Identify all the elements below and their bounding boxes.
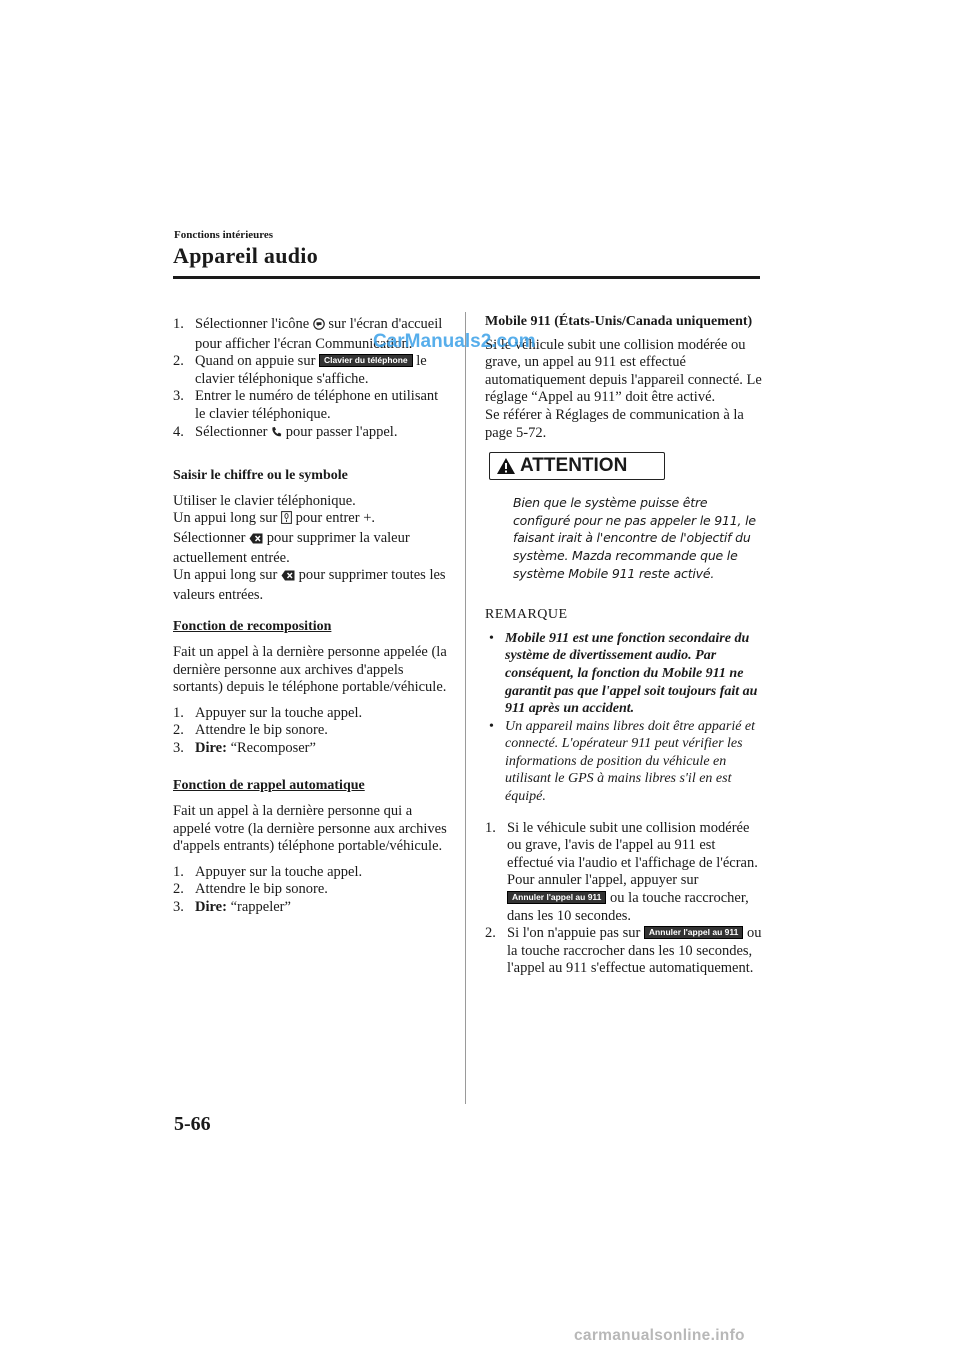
attention-box [489,452,665,480]
callback-text: Fait un appel à la dernière personne qui a appelé votre (la dernière personne aux archives d'appels entrants) téléphone portable/véhicule. [173,803,447,855]
phone-icon [271,426,282,444]
list-item: 2. Si l'on n'appuie pas sur Annuler l'appel au 911 ou la touche raccrocher dans les 10 secondes, l'appel au 911 s'effectue automatiquement. [485,925,762,977]
note-title: REMARQUE [485,607,568,623]
list-item: 4. Sélectionner pour passer l'appel. [173,424,451,444]
symbol-line: Sélectionner pour supprimer la valeur actuellement entrée. [173,529,410,566]
section-label: Fonctions intérieures [174,229,274,241]
symbol-line: Un appui long sur pour supprimer toutes les valeurs entrées. [173,567,446,603]
zero-key-icon [281,511,292,530]
watermark: CarManuals2.com [373,331,536,352]
list-item: 2. Attendre le bip sonore. [173,722,328,739]
list-item: 1. Appuyer sur la touche appel. [173,863,363,880]
phone-keypad-button[interactable]: Clavier du téléphone [319,354,413,367]
callback-steps [173,864,451,917]
list-item: 2. Attendre le bip sonore. [173,881,328,898]
page-title: Appareil audio [173,243,318,268]
left-column [173,316,451,917]
right-column [485,313,763,978]
list-item: 3. Dire: “Recomposer” [173,739,316,756]
page-number: 5-66 [174,1113,211,1135]
list-item: 3. Dire: “rappeler” [173,899,291,916]
callback-heading: Fonction de rappel automatique [173,778,365,794]
mobile-911-reference: Se référer à Réglages de communication à la page 5-72. [485,406,744,441]
mobile-911-text: Si le véhicule subit une collision modérée ou grave, un appel au 911 est effectué automatiquement depuis l'appareil connecté. Le réglage “Appel au 911” doit être activé. [485,336,762,406]
mobile-911-heading: Mobile 911 (États-Unis/Canada uniquement) [485,314,753,329]
list-item: 3. Entrer le numéro de téléphone en utilisant le clavier téléphonique. [173,388,439,422]
backspace-icon [281,569,295,587]
list-item: • Mobile 911 est une fonction secondaire du système de divertissement audio. Par conséquent, la fonction du Mobile 911 ne garantit pas que l'appel soit toujours fait au 911 après un accident. [489,630,758,717]
list-item: 1. Si le véhicule subit une collision modérée ou grave, l'avis de l'appel au 911 est effectué via l'audio et l'affichage de l'écran. Pour annuler l'appel, appuyer sur Annuler l'appel au 911 ou la touche raccrocher, dans les 10 secondes. [485,819,758,924]
redial-steps [173,705,451,758]
redial-text: Fait un appel à la dernière personne appelée (la dernière personne aux archives d'appels sortants) depuis le téléphone portable/véhicule. [173,643,447,696]
note-list [485,630,763,806]
footer-site-label: carmanualsonline.info [574,1327,745,1344]
symbol-line: Un appui long sur pour entrer +. [173,510,451,530]
warning-icon [496,457,516,475]
attention-label: ATTENTION [520,455,628,477]
list-item: • Un appareil mains libres doit être apparié et connecté. L'opérateur 911 peut vérifier les informations de position du véhicule en utilisant le GPS à mains libres s'il en est équipé. [489,718,756,805]
attention-text: Bien que le système puisse être configuré pour ne pas appeler le 911, le faisant irait à l'encontre de l'objectif du système. Mazda recommande que le système Mobile 911 reste activé. [513,495,756,581]
cancel-911-button[interactable]: Annuler l'appel au 911 [507,891,606,904]
list-item: 1. Appuyer sur la touche appel. [173,704,363,721]
symbol-line: Utiliser le clavier téléphonique. [173,492,356,509]
communication-icon [313,318,325,336]
column-divider [465,312,466,1104]
symbol-heading: Saisir le chiffre ou le symbole [173,468,348,484]
list-item: 2. Quand on appuie sur Clavier du téléphone le clavier téléphonique s'affiche. [173,353,427,387]
list-item: 1. Sélectionner l'icône sur l'écran d'accueil pour afficher l'écran Communication. [173,316,443,352]
mobile-911-steps [485,820,763,978]
cancel-911-button[interactable]: Annuler l'appel au 911 [644,926,743,939]
header-rule [173,276,760,279]
redial-heading: Fonction de recomposition [173,619,332,635]
backspace-icon [249,532,263,550]
